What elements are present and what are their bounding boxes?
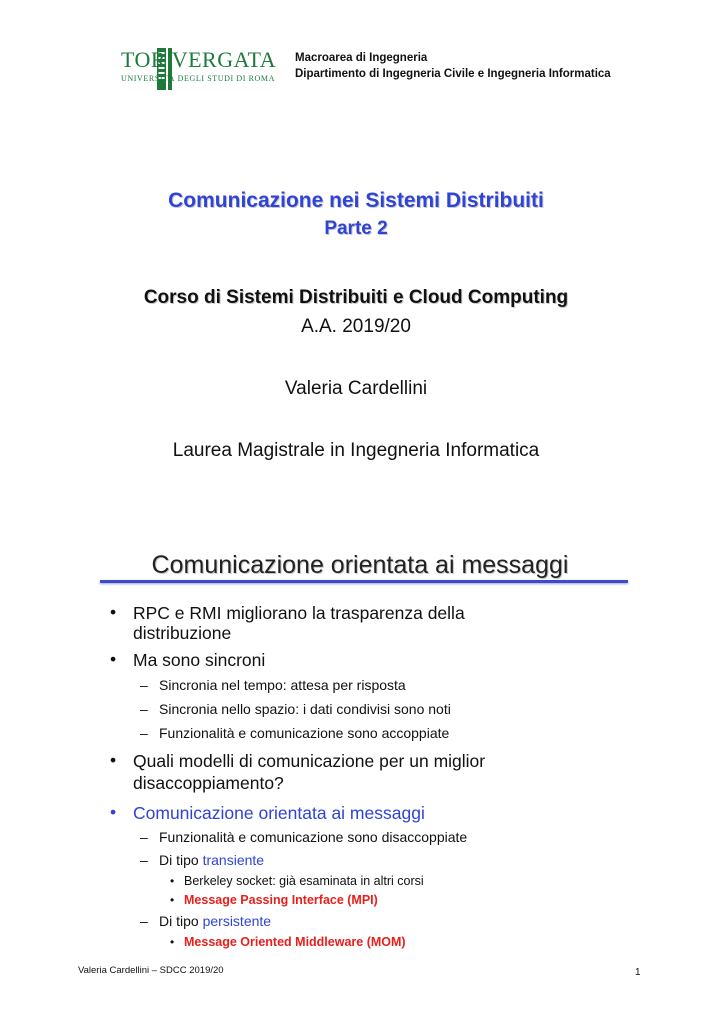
logo-subtitle: UNIVERSITÀ DEGLI STUDI DI ROMA xyxy=(121,74,275,83)
title-divider xyxy=(100,580,628,583)
bullet-icon: • xyxy=(110,649,117,669)
footer-text: Valeria Cardellini – SDCC 2019/20 xyxy=(78,965,224,976)
bullet-icon: • xyxy=(170,935,175,949)
item-mpi: Message Passing Interface (MPI) xyxy=(184,893,378,907)
item-berkeley-socket: Berkeley socket: già esaminata in altri corsi xyxy=(184,874,424,888)
item-mom: Message Oriented Middleware (MOM) xyxy=(184,935,406,949)
dash-icon: – xyxy=(140,701,148,717)
dash-icon: – xyxy=(140,852,148,868)
persistente-word: persistente xyxy=(202,913,272,929)
transiente-word: transiente xyxy=(202,852,265,868)
logo-name: TOR VERGATA xyxy=(121,47,277,72)
sub-bullet-accoppiate: Funzionalità e comunicazione sono accoppiate xyxy=(159,725,450,741)
bullet-quali-line2: disaccoppiamento? xyxy=(133,773,284,793)
dash-icon: – xyxy=(140,913,148,929)
bullet-messaggi: Comunicazione orientata ai messaggi xyxy=(133,803,425,823)
dash-icon: – xyxy=(140,677,148,693)
page-number: 1 xyxy=(635,967,641,978)
bullet-quali-line1: Quali modelli di comunicazione per un miglior xyxy=(133,751,486,771)
bullet-icon: • xyxy=(110,602,117,622)
slide2-title: Comunicazione orientata ai messaggi xyxy=(151,551,569,579)
bullet-rpc-line1: RPC e RMI migliorano la trasparenza della xyxy=(133,603,465,623)
degree-program: Laurea Magistrale in Ingegneria Informatica xyxy=(172,440,540,461)
bullet-icon: • xyxy=(170,874,175,888)
sub-bullet-spazio: Sincronia nello spazio: i dati condivisi sono noti xyxy=(159,701,451,717)
bullet-icon: • xyxy=(170,893,175,907)
slide1-title: Comunicazione nei Sistemi Distribuiti xyxy=(168,189,544,212)
course-title: Corso di Sistemi Distribuiti e Cloud Computing xyxy=(143,287,569,308)
tipo-prefix: Di tipo xyxy=(159,913,203,929)
bullet-icon: • xyxy=(110,802,117,822)
sub-bullet-tempo: Sincronia nel tempo: attesa per risposta xyxy=(159,677,406,693)
academic-year: A.A. 2019/20 xyxy=(301,316,411,337)
sub-bullet-transiente xyxy=(159,852,264,868)
sub-bullet-disaccoppiate: Funzionalità e comunicazione sono disaccoppiate xyxy=(159,829,468,845)
author-name: Valeria Cardellini xyxy=(284,378,428,399)
slide1-subtitle: Parte 2 xyxy=(324,218,388,239)
dash-icon: – xyxy=(140,725,148,741)
bullet-rpc-line2: distribuzione xyxy=(133,623,232,643)
bullet-icon: • xyxy=(110,750,117,770)
header-department: Dipartimento di Ingegneria Civile e Ingegneria Informatica xyxy=(295,68,611,80)
tipo-prefix: Di tipo xyxy=(159,852,203,868)
sub-bullet-persistente xyxy=(159,913,271,929)
dash-icon: – xyxy=(140,829,148,845)
header-macroarea: Macroarea di Ingegneria xyxy=(295,52,428,64)
bullet-sincroni: Ma sono sincroni xyxy=(133,650,266,670)
